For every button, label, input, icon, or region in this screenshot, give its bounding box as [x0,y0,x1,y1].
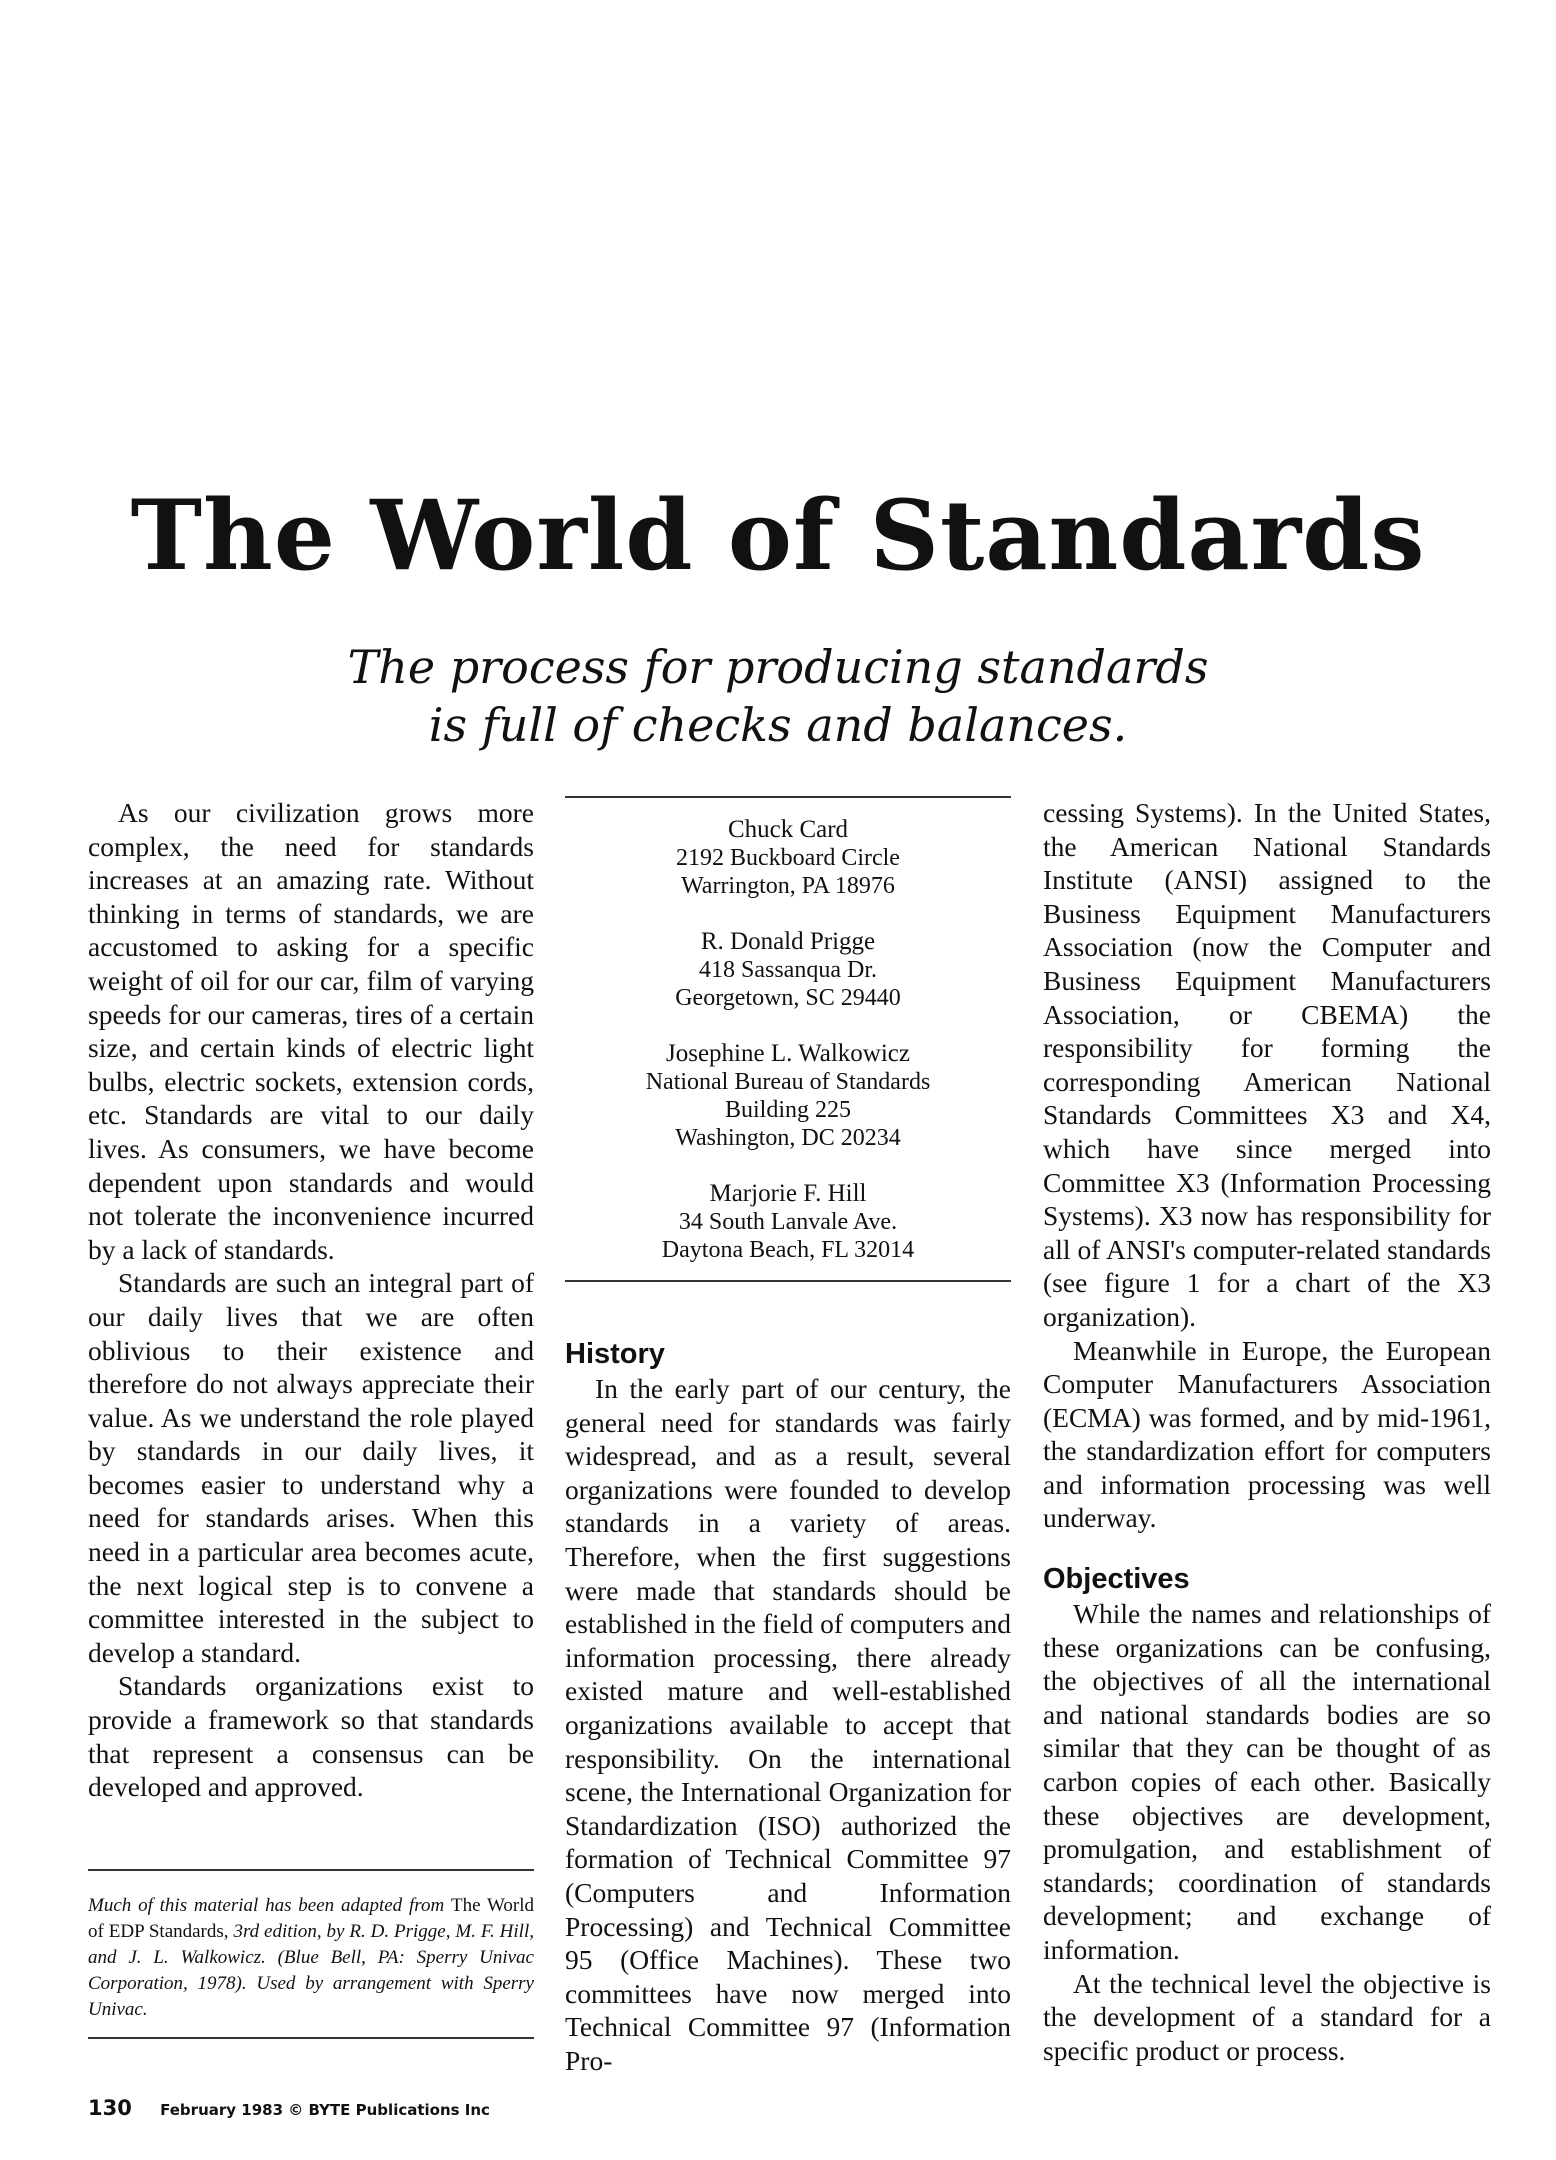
body-paragraph: At the technical level the objective is the development of a standard for a specific product or process. [1043,1967,1491,2066]
author-address-line: Building 225 [724,1097,851,1123]
body-paragraph: In the early part of our century, the general need for standards was fairly widespread, and as a result, several organizations were founded to develop standards in a variety of areas. Therefore, when the first suggestions were made that standards should be established in the field of computers and information processing, there already existed mature and well-established organizations available to accept that responsibility. On the international scene, the International Organization for Standardization (ISO) authorized the formation of Technical Committee 97 (Computers and Information Processing) and Technical Committee 95 (Office Machines). These two committees have now merged into Technical Committee 97 (Information Pro- [565,1373,1011,2076]
author-name: Chuck Card [727,816,849,843]
note-top-rule [88,1869,534,1871]
source-book-title: The World of EDP Standards, [88,1895,534,1942]
author-address-line: Washington, DC 20234 [675,1125,901,1151]
footer-credit: February 1983 © BYTE Publications Inc [160,2101,490,2119]
page-number: 130 [88,2096,132,2120]
author-address-line: 418 Sassanqua Dr. [699,957,877,983]
author-address-line: Daytona Beach, FL 32014 [661,1237,915,1263]
body-paragraph: While the names and relationships of these organizations can be confusing, the objectives of all the international and national standards bodies are so similar that they can be thought of as carbon copies of each other. Basically these objectives are development, promulgation, and establishment of standards; coordination of standards development; and exchange of information. [1043,1598,1491,1965]
source-note [88,1869,534,2039]
source-note-text: Much of this material has been adapted from The World of EDP Standards, 3rd edition, by R. D. Prigge, M. F. Hill, and J. L. Walkowicz. (Blue Bell, PA: Sperry Univac Corporation, 1978). Used by arrangement with Sperry Univac. [88,1893,534,2039]
author-address-line: National Bureau of Standards [645,1069,931,1095]
body-paragraph: Standards organizations exist to provide a framework so that standards that represent a consensus can be developed and approved. [88,1670,534,1803]
column-2 [565,796,1011,2077]
body-paragraph: As our civilization grows more complex, the need for standards increases at an amazing rate. Without thinking in terms of standards, we are accustomed to asking for a specific weight of oil for our car, film of varying speeds for our cameras, tires of a certain size, and certain kinds of electric light bulbs, electric sockets, extension cords, etc. Standards are vital to our daily lives. As consumers, we have become dependent upon standards and would not tolerate the inconvenience incurred by a lack of standards. [88,797,534,1265]
author-entry [565,816,1011,900]
body-paragraph: Standards are such an integral part of our daily lives that we are often oblivious to their existence and therefore do not always appreciate their value. As we understand the role played by standards in our daily lives, it becomes easier to understand why a need for standards arises. When this need in a particular area becomes acute, the next logical step is to convene a committee interested in the subject to develop a standard. [88,1267,534,1668]
author-name: Marjorie F. Hill [709,1180,867,1207]
body-paragraph: Meanwhile in Europe, the European Computer Manufacturers Association (ECMA) was formed, and by mid-1961, the standardization effort for computers and information processing was well underway. [1043,1334,1491,1534]
subtitle-line-2: is full of checks and balances. [428,698,1128,752]
subtitle-line-1: The process for producing standards [347,640,1209,694]
article-title: The World of Standards [130,479,1426,592]
author-entry [565,1040,1011,1152]
author-entry [565,1180,1011,1264]
objectives-heading: Objectives [1043,1563,1190,1596]
author-box [565,798,1011,1282]
author-address-line: 34 South Lanvale Ave. [678,1209,898,1235]
author-address-line: Warrington, PA 18976 [681,873,895,899]
author-address-line: Georgetown, SC 29440 [675,985,901,1011]
author-name: R. Donald Prigge [700,928,876,955]
article-subtitle [0,638,1556,754]
author-entry [565,928,1011,1012]
history-heading: History [565,1338,665,1370]
body-paragraph: cessing Systems). In the United States, the American National Standards Institute (ANSI) assigned to the Business Equipment Manufacturers Association (now the Computer and Business Equipment Manufacturers Association, or CBEMA) the responsibility for forming the corresponding American National Standards Committees X3 and X4, which have since merged into Committee X3 (Information Processing Systems). X3 now has responsibility for all of ANSI's computer-related standards (see figure 1 for a chart of the X3 organization). [1043,797,1491,1332]
column-3 [1043,796,1491,2067]
author-address-line: 2192 Buckboard Circle [676,845,900,871]
author-name: Josephine L. Walkowicz [666,1040,910,1067]
page-footer [88,2096,490,2120]
column-1 [88,796,534,1804]
